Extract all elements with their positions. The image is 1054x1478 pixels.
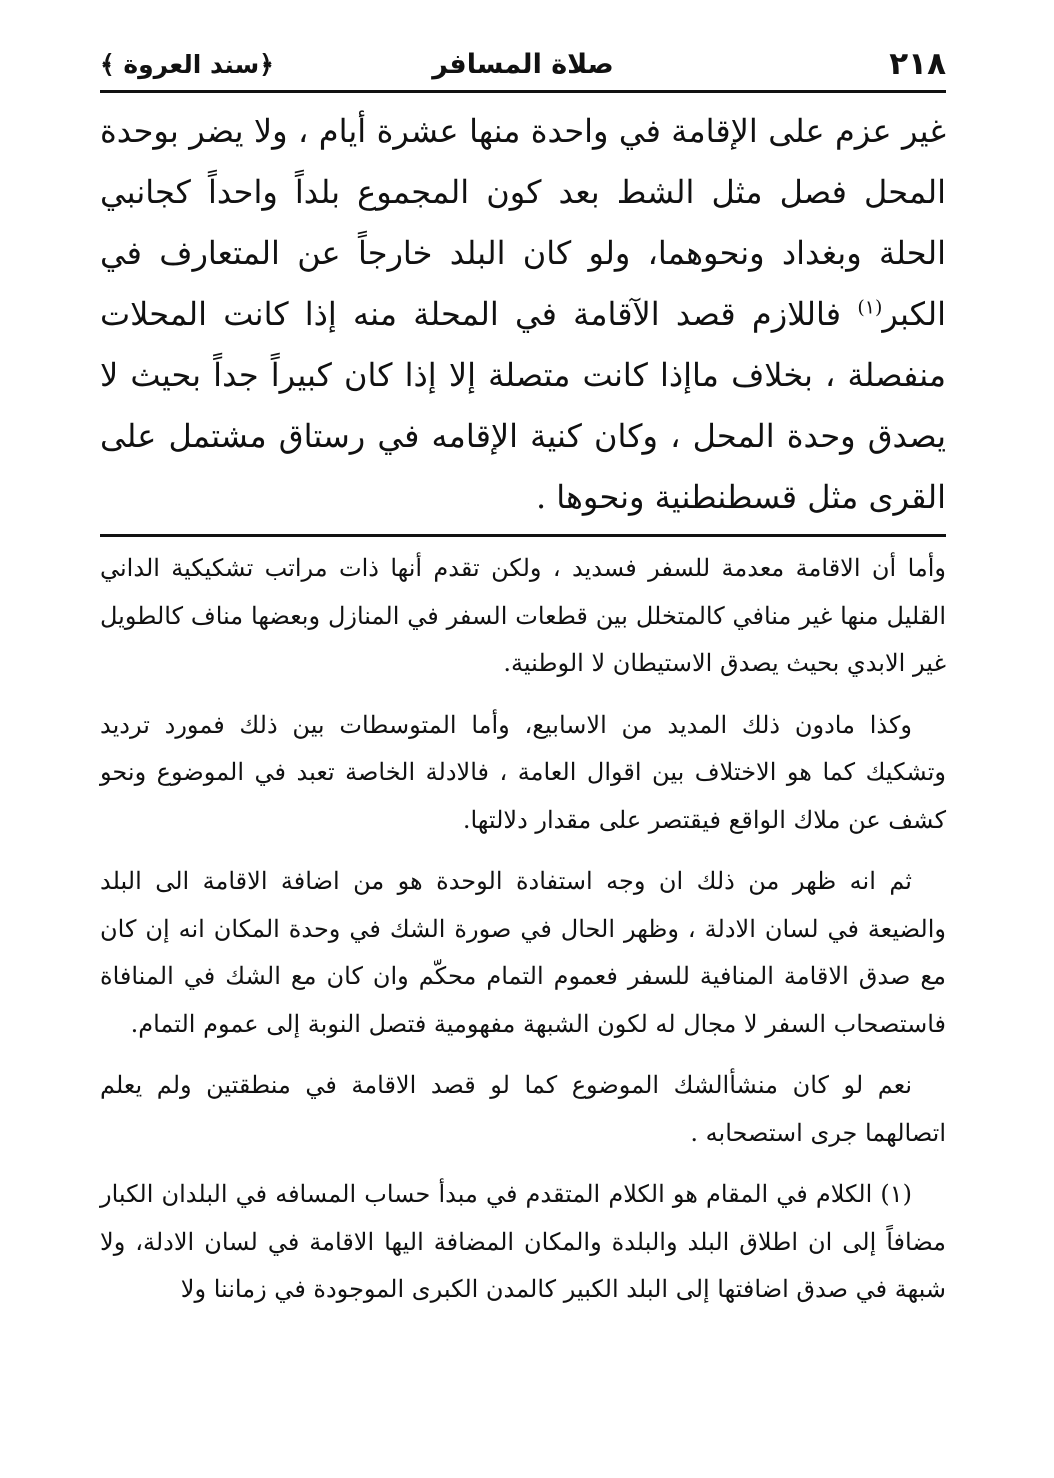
- footnote-paragraph: (١) الكلام في المقام هو الكلام المتقدم في مبدأ حساب المسافه في البلدان الكبار مضافاً إلى ان اطلاق البلد والبلدة والمكان المضافة اليها الاقامة في لسان الادلة، ولا شبهة في صدق اضافتها إلى البلد الكبير كالمدن الكبرى الموجودة في زماننا ولا: [100, 1180, 946, 1303]
- page-header: [100, 38, 946, 90]
- commentary-paragraph-3: ثم انه ظهر من ذلك ان وجه استفادة الوحدة هو من اضافة الاقامة الى البلد والضيعة في لسان الادلة ، وظهر الحال في صورة الشك في وحدة المكان انه إن كان مع صدق الاقامة المنافية للسفر فعموم التمام محكّم وان كان مع الشك في المنافاة فاستصحاب السفر لا مجال له لكون الشبهة مفهومية فتصل النوبة إلى عموم التمام.: [100, 867, 946, 1038]
- main-text: [100, 101, 946, 528]
- commentary-paragraph-4: نعم لو كان منشأالشك الموضوع كما لو قصد الاقامة في منطقتين ولم يعلم اتصالهما جرى استصحابه .: [100, 1071, 946, 1147]
- commentary-paragraph-1: وأما أن الاقامة معدمة للسفر فسديد ، ولكن تقدم أنها ذات مراتب تشكيكية الداني القليل منها غير منافي كالمتخلل بين قطعات السفر في المنازل وبعضها مناف كالطويل غير الابدي بحيث يصدق الاستيطان لا الوطنية.: [100, 554, 946, 677]
- commentary-paragraph-2: وكذا مادون ذلك المديد من الاسابيع، وأما المتوسطات بين ذلك فمورد ترديد وتشكيك كما هو الاختلاف بين اقوال العامة ، فالادلة الخاصة تعبد في الموضوع ونحو كشف عن ملاك الواقع فيقتصر على مقدار دلالتها.: [100, 710, 946, 834]
- header-divider: [100, 90, 946, 93]
- chapter-title: صلاة المسافر: [432, 48, 614, 80]
- commentary-section: [100, 545, 946, 1314]
- page-number: ٢١٨: [889, 46, 946, 82]
- main-text-part-2: فاللازم قصد الآقامة في المحلة منه إذا كانت المحلات منفصلة ، بخلاف ماإذا كانت متصلة إلا إذا كان كبيراً جداً بحيث لا يصدق وحدة المحل ، وكان كنية الإقامه في رستاق مشتمل على القرى مثل قسطنطنية ونحوها .: [100, 295, 947, 516]
- main-text-divider: [100, 534, 946, 537]
- book-page: [100, 38, 946, 1314]
- book-title: ﴿سند العروة ﴾: [100, 49, 274, 79]
- footnote-marker: (١): [857, 296, 883, 319]
- main-text-part-1: غير عزم على الإقامة في واحدة منها عشرة أيام ، ولا يضر بوحدة المحل فصل مثل الشط بعد كون المجموع بلداً واحداً كجانبي الحلة وبغداد ونحوهما، ولو كان البلد خارجاً عن المتعارف في الكبر: [100, 112, 947, 333]
- main-paragraph: [100, 101, 946, 528]
